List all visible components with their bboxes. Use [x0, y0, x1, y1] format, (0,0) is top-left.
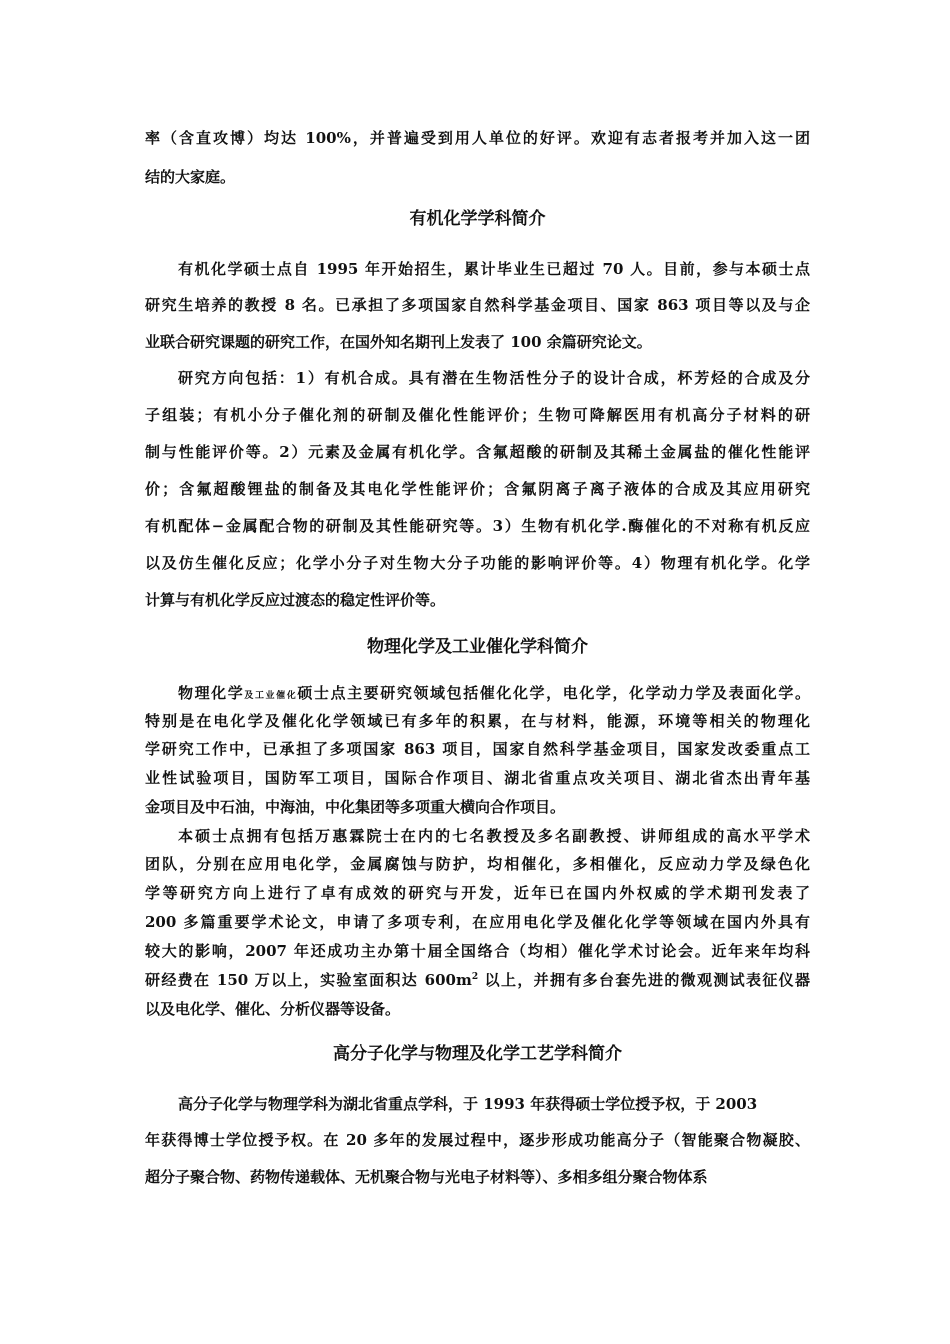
superscript-2: 2 — [471, 972, 479, 982]
physical-line-1 — [178, 682, 810, 707]
physical-line-12: 以及电化学、催化、分析仪器等设备。 — [145, 1000, 401, 1018]
intro-line-1: 率（含直攻博）均达 100%，并普遍受到用人单位的好评。欢迎有志者报考并加入这一团 — [145, 129, 810, 147]
organic-line-5: 子组装；有机小分子催化剂的研制及催化性能评价；生物可降解医用有机高分子材料的研 — [145, 406, 810, 424]
polymer-line-3: 超分子聚合物、药物传递载体、无机聚合物与光电子材料等）、多相多组分聚合物体系 — [145, 1168, 708, 1186]
organic-line-8: 有机配体−金属配合物的研制及其性能研究等。3）生物有机化学.酶催化的不对称有机反应 — [145, 517, 810, 535]
physical-line-1-a: 物理化学 — [178, 684, 245, 702]
physical-line-11-b: 以上，并拥有多台套先进的微观测试表征仪器 — [478, 971, 810, 989]
physical-line-6: 本硕士点拥有包括万惠霖院士在内的七名教授及多名副教授、讲师组成的高水平学术 — [178, 827, 810, 845]
polymer-line-2: 年获得博士学位授予权。在 20 多年的发展过程中，逐步形成功能高分子（智能聚合物凝胶、 — [145, 1131, 810, 1149]
organic-line-2: 研究生培养的教授 8 名。已承担了多项国家自然科学基金项目、国家 863 项目等以及与企 — [145, 296, 810, 314]
physical-line-9: 200 多篇重要学术论文，申请了多项专利，在应用电化学及催化化学等领域在国内外具有 — [145, 913, 810, 931]
organic-line-9: 以及仿生催化反应；化学小分子对生物大分子功能的影响评价等。4）物理有机化学。化学 — [145, 554, 810, 572]
physical-line-5: 金项目及中石油，中海油，中化集团等多项重大横向合作项目。 — [145, 798, 566, 816]
physical-line-1-small: 及工业催化 — [244, 691, 298, 701]
polymer-line-1: 高分子化学与物理学科为湖北省重点学科，于 1993 年获得硕士学位授予权，于 2003 — [178, 1095, 758, 1113]
physical-line-2: 特别是在电化学及催化化学领域已有多年的积累，在与材料，能源，环境等相关的物理化 — [145, 712, 810, 730]
physical-line-3: 学研究工作中，已承担了多项国家 863 项目，国家自然科学基金项目，国家发改委重点工 — [145, 740, 810, 758]
physical-line-11 — [145, 969, 810, 991]
physical-line-1-b: 硕士点主要研究领域包括催化化学，电化学，化学动力学及表面化学。 — [297, 684, 810, 702]
intro-line-2: 结的大家庭。 — [145, 168, 236, 186]
physical-section-title: 物理化学及工业催化学科简介 — [367, 637, 588, 657]
organic-line-10: 计算与有机化学反应过渡态的稳定性评价等。 — [145, 591, 446, 609]
organic-line-3: 业联合研究课题的研究工作，在国外知名期刊上发表了 100 余篇研究论文。 — [145, 333, 652, 351]
physical-line-8: 学等研究方向上进行了卓有成效的研究与开发，近年已在国内外权威的学术期刊发表了 — [145, 884, 810, 902]
organic-line-6: 制与性能评价等。2）元素及金属有机化学。含氟超酸的研制及其稀土金属盐的催化性能评 — [145, 443, 810, 461]
physical-line-10: 较大的影响，2007 年还成功主办第十届全国络合（均相）催化学术讨论会。近年来年均科 — [145, 942, 810, 960]
organic-section-title: 有机化学学科简介 — [409, 209, 546, 229]
organic-line-4: 研究方向包括：1）有机合成。具有潜在生物活性分子的设计合成，杯芳烃的合成及分 — [178, 369, 810, 387]
physical-line-4: 业性试验项目，国防军工项目，国际合作项目、湖北省重点攻关项目、湖北省杰出青年基 — [145, 769, 810, 787]
organic-line-7: 价；含氟超酸锂盐的制备及其电化学性能评价；含氟阴离子离子液体的合成及其应用研究 — [145, 480, 810, 498]
physical-line-7: 团队，分别在应用电化学，金属腐蚀与防护，均相催化，多相催化，反应动力学及绿色化 — [145, 855, 810, 873]
polymer-section-title: 高分子化学与物理及化学工艺学科简介 — [333, 1044, 622, 1064]
physical-line-11-a: 研经费在 150 万以上，实验室面积达 600m — [145, 971, 472, 989]
organic-line-1: 有机化学硕士点自 1995 年开始招生，累计毕业生已超过 70 人。目前，参与本硕士点 — [178, 260, 810, 278]
